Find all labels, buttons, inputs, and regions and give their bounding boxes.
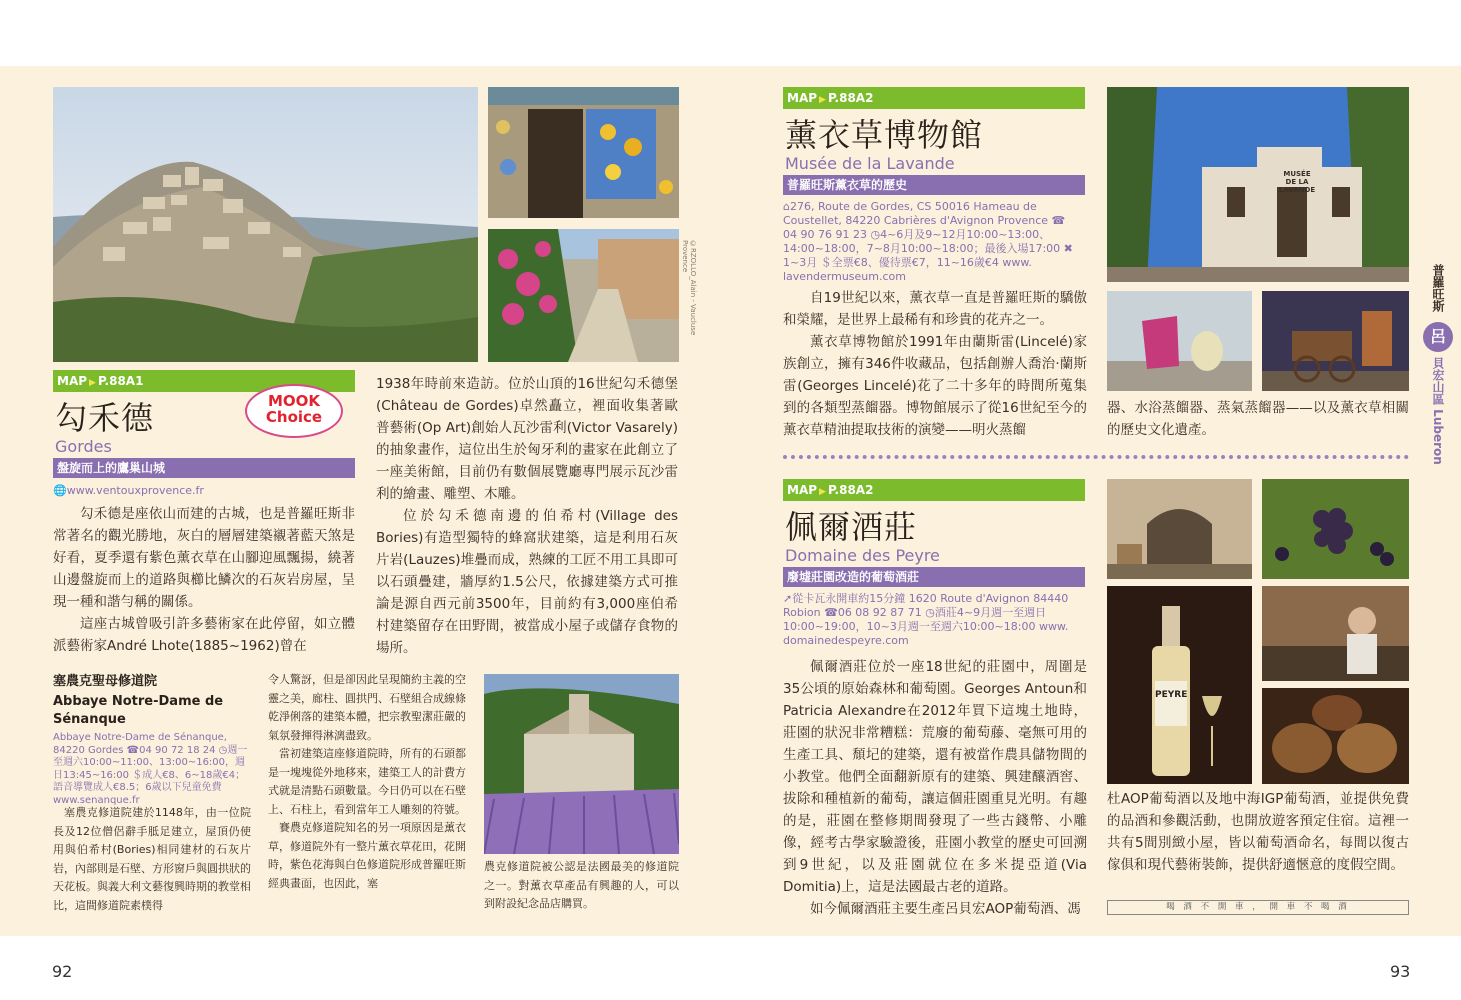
museum-info-line1 (783, 200, 1087, 214)
map-label: MAP (57, 374, 88, 388)
gordes-para1: 勾禾德是座依山而建的古城，也是普羅旺斯非常著名的觀光勝地，灰白的層層建築襯著藍天煞是好看，夏季還有紫色薰衣草在山腳迎風飄揚，繞著山邊盤旋而上的道路與櫛比鱗次的石灰岩房屋，呈現一種和諧勻稱的關係。 (53, 506, 355, 610)
abbey-para3: 當初建築這座修道院時，所有的石頭都是一塊塊從外地移來，建築工人的計費方式就是清點石頭數量。今日仍可以在石壁上、石柱上，看到當年工人雕刻的符號。 (268, 747, 466, 816)
winery-subtitle-bar: 廢墟莊園改造的葡萄酒莊 (783, 567, 1085, 587)
museum-building-photo (1107, 87, 1409, 282)
winery-info (783, 592, 1087, 648)
gordes-para3: 1938年時前來造訪。位於山頂的16世紀勾禾德堡(Château de Gordes)卓然矗立，裡面收集著歐普藝術(Op Art)創始人瓦沙雷利(Victor Vasarely)的抽象畫作，這位出生於匈牙利的畫家在此創立了一座美術館，目前仍有數個展覽廳專門展示瓦沙雷利的繪畫、雕塑、木雕。 (376, 376, 678, 502)
winery-title-zh: 佩爾酒莊 (785, 508, 918, 546)
abbey-info: Abbaye Notre-Dame de Sénanque, 84220 Gordes ☎04 90 72 18 24 ◷週一至週六10:00~11:00、13:00~16:00，週日13:45~16:00 ＄成人€8、6~18歲€4；語音導覽成人€8.5；6歲以下兒童免費 www.senanque.fr (53, 732, 248, 806)
side-tab-bottom: 貝宏山區 Luberon (1431, 357, 1445, 465)
barrel-cellar-photo (1262, 688, 1409, 784)
gordes-website (53, 484, 204, 498)
chapter-side-tab (1420, 258, 1456, 466)
museum-para2: 薰衣草博物館於1991年由蘭斯雷(Lincelé)家族創立，擁有346件收藏品，包括創辦人喬治·蘭斯雷(Georges Lincelé)花了二十多年的時間所蒐集到的各類型蒸餾器。博物館展示了從16世紀至今的薰衣草精油提取技術的演變——明火蒸餾 (783, 334, 1087, 438)
grapes-photo (1262, 479, 1409, 579)
page-number-right: 93 (1390, 962, 1411, 981)
abbey-title-zh: 塞農克聖母修道院 (53, 674, 158, 689)
distiller-cart-photo (1262, 291, 1409, 391)
map-page-ref: P.88A2 (827, 483, 874, 497)
sign-line2: DE LA (1285, 178, 1309, 186)
gordes-body-left (53, 503, 355, 657)
museum-para1: 自19世紀以來，薰衣草一直是普羅旺斯的驕傲和榮耀，是世界上最稀有和珍貴的花卉之一。 (783, 290, 1087, 328)
gordes-para4: 位於勾禾德南邊的伯希村(Village des Bories)有造型獨特的蜂窩狀建築，這是利用石灰片岩(Lauzes)堆疊而成，熟練的工匠不用工具即可以石頭疊建，牆厚約1.5公尺，依據建築方式可推論是源自西元前3500年，目前約有3,000座伯希村建築留存在田野間，被當成小屋子或儲存食物的場所。 (376, 508, 678, 656)
abbey-lavender-photo (484, 674, 679, 854)
side-tab-top: 普羅旺斯 (1431, 264, 1445, 312)
play-triangle-icon: ▶ (819, 487, 826, 497)
museum-info (783, 200, 1087, 284)
museum-info-line4: 14:00~18:00，7~8月10:00~18:00；最後入場17:00 ✖ (783, 242, 1073, 255)
map-label: MAP (787, 91, 818, 105)
winery-info-line4: domainedespeyre.com (783, 634, 909, 647)
winery-info-line2: Robion ☎06 08 92 87 71 ◷酒莊4~9月週一至週日 (783, 606, 1047, 619)
winery-body-right (1107, 788, 1409, 876)
museum-title-fr: Musée de la Lavande (785, 154, 955, 173)
winery-para2: 如今佩爾酒莊主要生產呂貝宏AOP葡萄酒、馮 (810, 901, 1081, 917)
winery-directions: 從卡瓦永開車約15分鐘 1620 Route d'Avignon 84440 (792, 592, 1069, 605)
section-divider (783, 455, 1409, 459)
museum-map-bar (783, 87, 1085, 109)
perfume-flask-photo (1107, 291, 1252, 391)
museum-subtitle-bar: 普羅旺斯薰衣草的歷史 (783, 175, 1085, 195)
winery-info-line3: 10:00~19:00，10~3月週一至週六10:00~18:00 www. (783, 620, 1069, 633)
museum-info-line2: Coustellet, 84220 Cabrières d'Avignon Provence ☎ (783, 214, 1066, 227)
sign-line1: MUSÉE (1283, 170, 1311, 178)
gordes-website-text: www.ventouxprovence.fr (66, 484, 204, 497)
museum-title-zh: 薰衣草博物館 (785, 116, 984, 154)
car-icon: ➚ (783, 592, 793, 605)
gordes-para2: 這座古城曾吸引許多藝術家在此停留，如立體派藝術家André Lhote(1885~1962)曾在 (53, 616, 355, 654)
winemaker-photo (1262, 586, 1409, 681)
sign-line3: LAVANDE (1278, 186, 1316, 194)
abbey-para2: 令人驚訝，但是卻因此呈現簡約主義的空靈之美，廊柱、圓拱門、石壁組合成線條乾淨俐落的建築本體，把宗教聖潔莊嚴的氣氛發揮得淋漓盡致。 (268, 673, 466, 742)
museum-body (783, 287, 1087, 441)
abbey-title-fr2: Sénanque (53, 712, 126, 727)
map-page-ref: P.88A2 (827, 91, 874, 105)
home-icon: ⌂ (783, 200, 790, 213)
web-icon: 🌐 (53, 484, 67, 497)
gordes-title-zh: 勾禾德 (55, 399, 155, 437)
bottle-label-text: PEYRE (1155, 690, 1188, 700)
mook-choice-badge (245, 384, 343, 438)
gordes-body-right (376, 373, 678, 659)
badge-line1: MOOK (267, 392, 321, 410)
badge-line2: Choice (265, 408, 323, 426)
abbey-title-fr1: Abbaye Notre-Dame de (53, 694, 224, 709)
wine-bottle-photo (1107, 586, 1252, 784)
winery-title-fr: Domaine des Peyre (785, 546, 940, 565)
museum-info-line6: lavendermuseum.com (783, 270, 906, 283)
map-label: MAP (787, 483, 818, 497)
abbey-para1: 塞農克修道院建於1148年，由一位院長及12位僧侶辭手胝足建立，屋頂仍使用與伯希村(Bories)相同建材的石灰片岩，內部則是石壁、方形窗戶與圓拱狀的天花板。與義大利文藝復興時期的教堂相比，這間修道院素樸得 (53, 806, 251, 912)
museum-sign (1273, 170, 1321, 194)
museum-info-line3: 04 90 76 91 23 ◷4~6月及9~12月10:00~13:00、 (783, 228, 1051, 241)
pottery-shop-photo (488, 87, 679, 218)
museum-para3: 器、水浴蒸餾器、蒸氣蒸餾器——以及薰衣草相關的歷史文化遺產。 (1107, 400, 1409, 438)
winery-map-bar (783, 479, 1085, 501)
photo-credit: ©RZOLLO_Alain - Vaucluse Provence (681, 240, 697, 336)
play-triangle-icon: ▶ (819, 95, 826, 105)
map-page-ref: P.88A1 (97, 374, 144, 388)
winery-body (783, 656, 1087, 920)
museum-body-right (1107, 397, 1409, 441)
museum-info-line5: 1~3月 ＄全票€8、優待票€7，11~16歲€4 www. (783, 256, 1032, 269)
gordes-village-photo (53, 87, 478, 362)
winery-courtyard-photo (1107, 479, 1252, 579)
abbey-body-col2 (268, 671, 466, 893)
gordes-subtitle-bar: 盤旋而上的鷹巢山城 (53, 458, 355, 478)
play-triangle-icon: ▶ (89, 378, 96, 388)
page-number-left: 92 (52, 962, 73, 981)
side-tab-mark: 呂 (1423, 322, 1453, 352)
abbey-para4: 賽農克修道院知名的另一項原因是薰衣草，修道院外有一整片薰衣草花田，花開時，紫色花海與白色修道院形成普羅旺斯經典畫面，也因此，塞 (268, 821, 466, 890)
museum-address: 276, Route de Gordes, CS 50016 Hameau de (789, 200, 1037, 213)
winery-info-line1 (783, 592, 1087, 606)
flower-lane-photo (488, 229, 679, 362)
abbey-body-col1 (53, 804, 251, 915)
gordes-title-fr: Gordes (55, 437, 112, 456)
winery-para3: 杜AOP葡萄酒以及地中海IGP葡萄酒，並提供免費的品酒和參觀活動，也開放遊客預定住宿。這裡一共有5間別緻小屋，皆以葡萄酒命名，每間以復古傢俱和現代藝術裝飾，提供舒適愜意的度假空間。 (1107, 791, 1409, 873)
footer-note: 喝 酒 不 開 車 ， 開 車 不 喝 酒 (1107, 900, 1409, 915)
winery-para1: 佩爾酒莊位於一座18世紀的莊園中，周圍是35公頃的原始森林和葡萄園。Georges Antoun和Patricia Alexandre在2012年買下這塊土地時，莊園的狀況非常糟糕：荒廢的葡萄藤、毫無可用的生產工具、頹圮的建築，還有被當作農具儲物間的小教堂。他們全面翻新原有的建築、興建釀酒窖、拔除和種植新的葡萄，讓這個莊園重見光明。有趣的是，莊園在整修期間發現了一些古錢幣、小雕像，經考古學家驗證後，莊園小教堂的歷史可回溯到9世紀，以及莊園就位在多米提亞道(Via Domitia)上，這是法國最古老的道路。 (783, 659, 1087, 895)
abbey-caption: 農克修道院被公認是法國最美的修道院之一。對薰衣草產品有興趣的人，可以到附設紀念品店購買。 (484, 860, 679, 910)
